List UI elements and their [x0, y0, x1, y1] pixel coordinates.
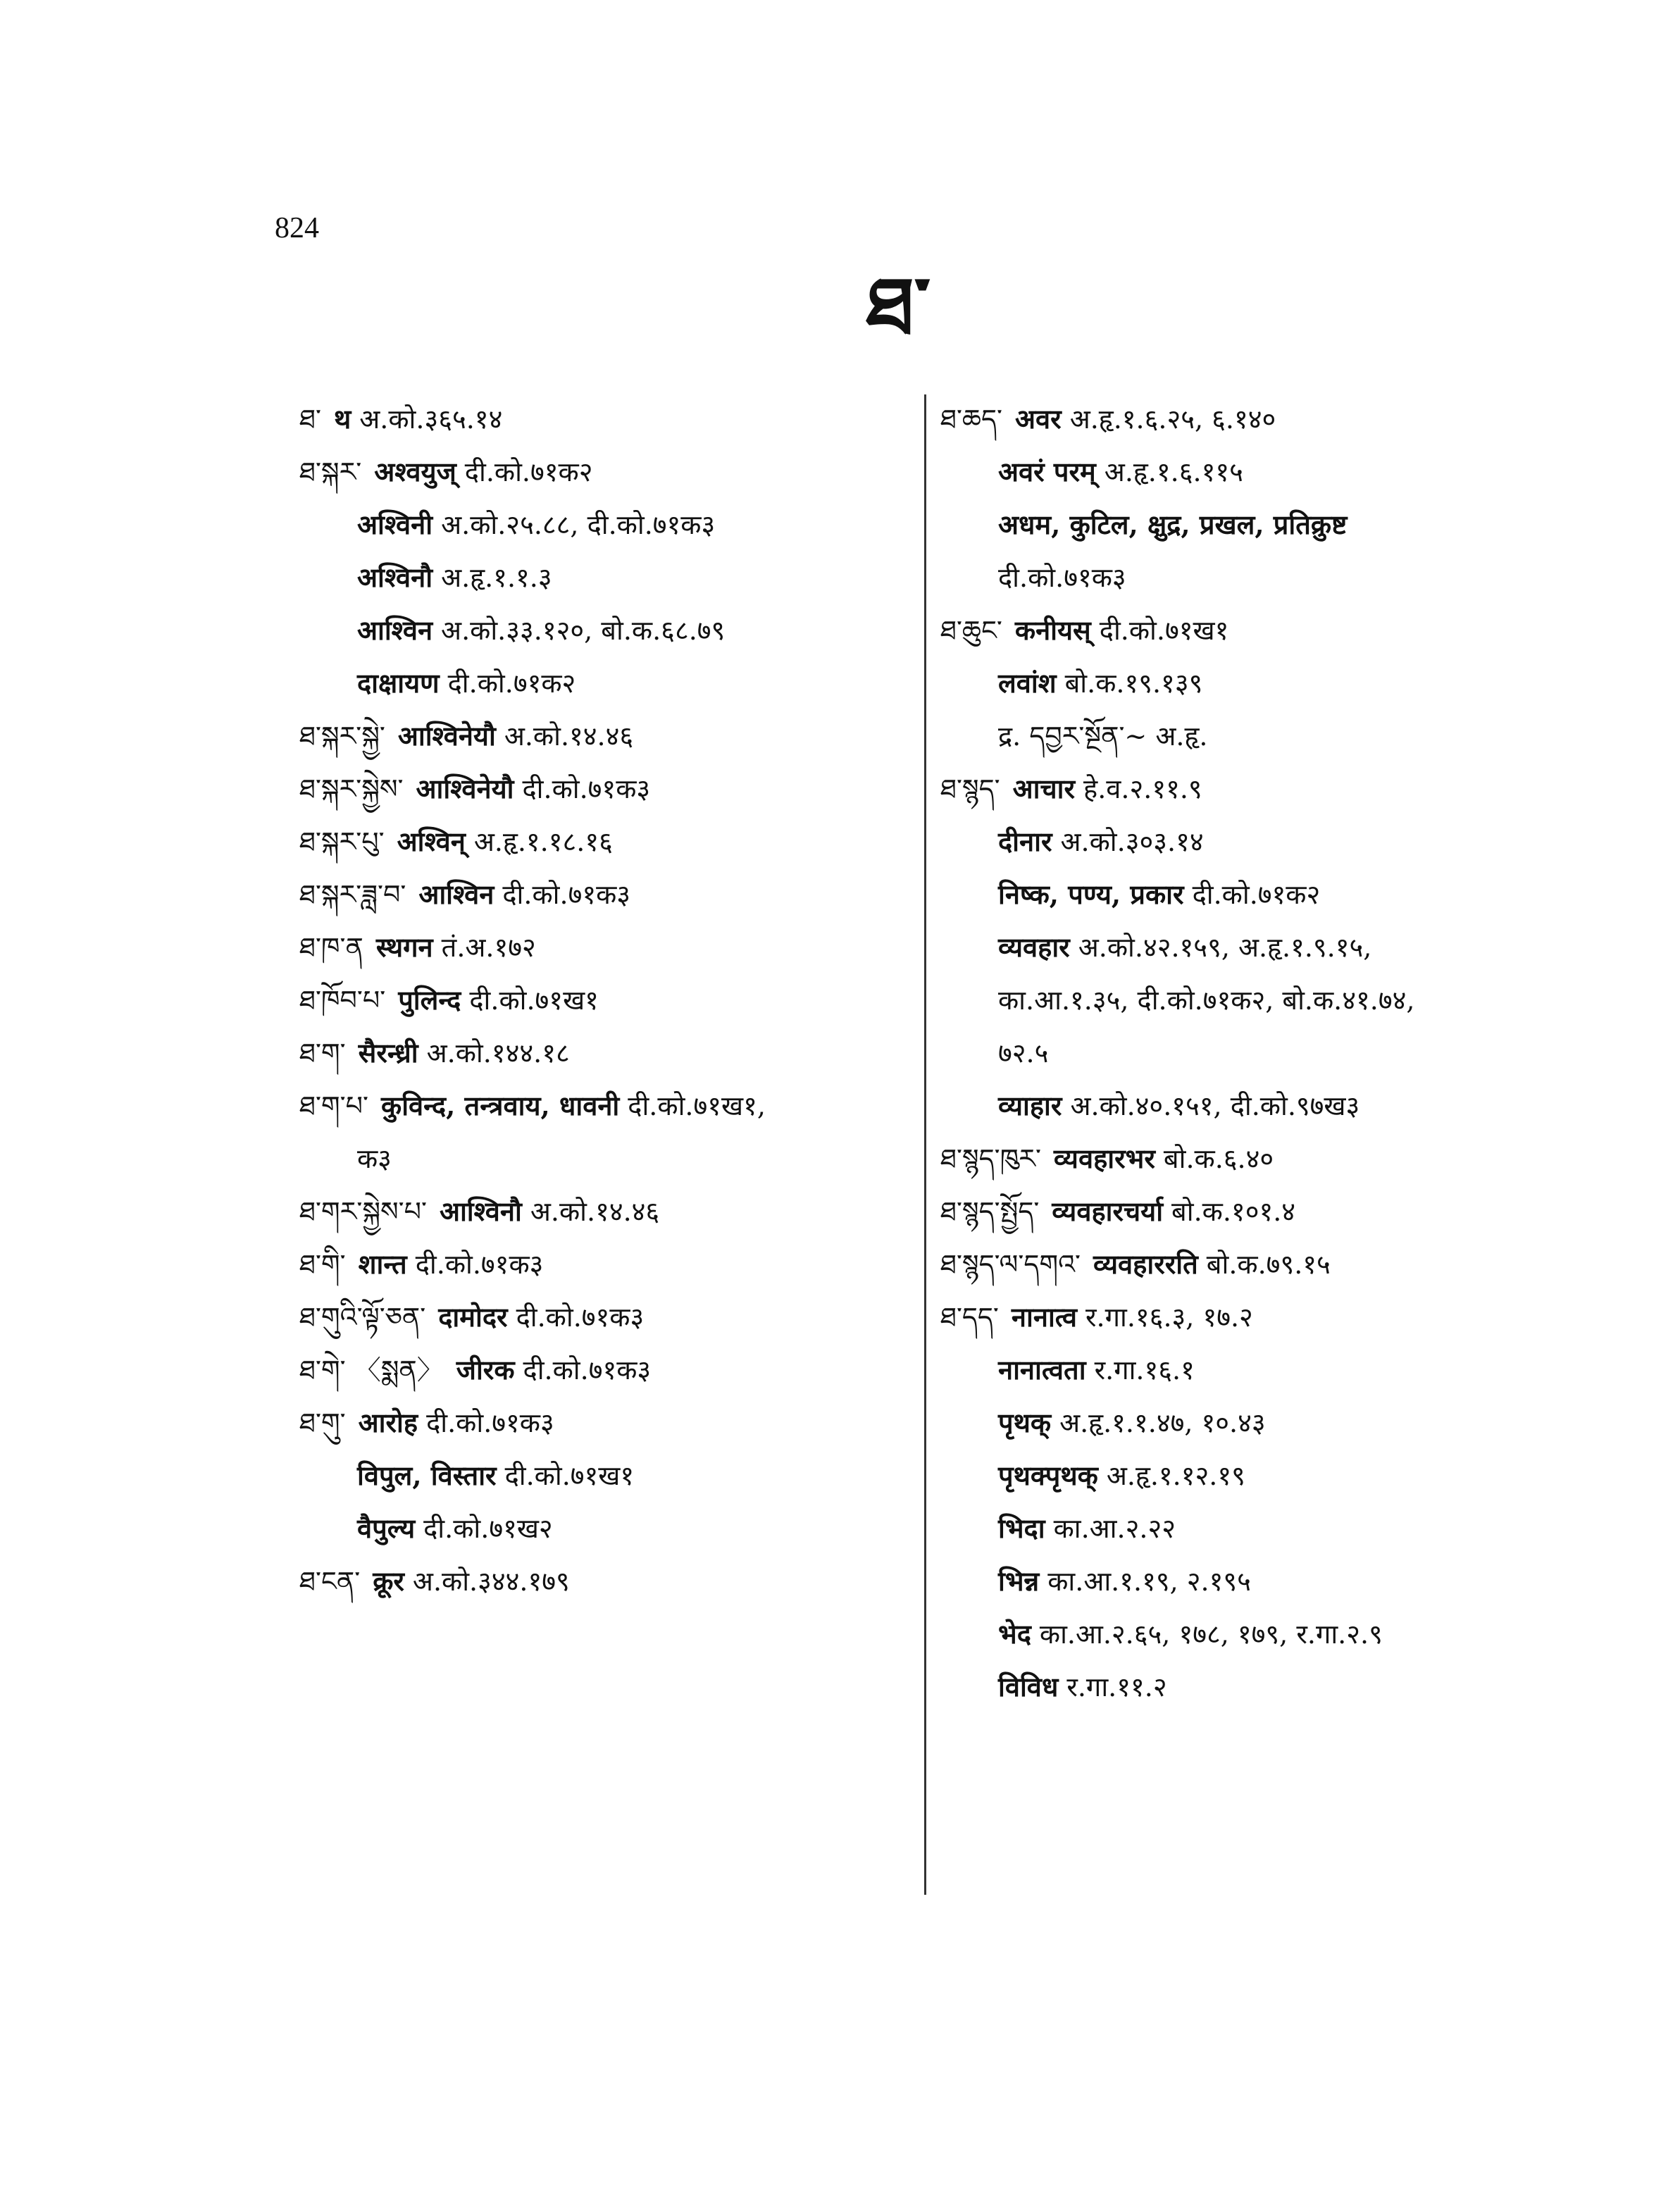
source-reference: का.आ.२.६५, १७८, १७९, र.गा.२.९ — [1039, 1619, 1383, 1650]
sanskrit-equivalent: अवर — [1014, 403, 1062, 435]
source-reference: अ.को.४०.१५१, दी.को.९७ख३ — [1070, 1090, 1360, 1121]
source-reference: दी.को.७१क३ — [426, 1407, 554, 1438]
source-reference: बो.क.१०१.४ — [1171, 1196, 1296, 1227]
entry-headline — [940, 1141, 1588, 1176]
sanskrit-equivalent: भिदा — [998, 1512, 1045, 1544]
dictionary-entry — [940, 613, 1588, 754]
dictionary-entry — [299, 930, 905, 965]
source-reference: अ.हृ.१.१२.१९ — [1106, 1460, 1245, 1491]
dictionary-entry — [940, 1300, 1588, 1705]
sanskrit-equivalent: सैरन्ध्री — [358, 1037, 418, 1069]
entry-subline — [940, 824, 1588, 859]
tibetan-headword: ཐ་ངན་ — [299, 1566, 361, 1597]
sanskrit-equivalent: आश्विनेयौ — [397, 720, 496, 752]
tibetan-headword: ཐ་གུ་ — [299, 1407, 346, 1438]
sanskrit-equivalent: पृथक्पृथक् — [998, 1459, 1098, 1491]
source-reference: का.आ.२.२२ — [1053, 1513, 1176, 1544]
sanskrit-equivalent: अश्विनी — [357, 509, 433, 540]
entry-headline — [299, 983, 905, 1018]
source-reference: अ.को.२५.८८, दी.को.७१क३ — [441, 509, 716, 540]
sanskrit-equivalent: विविध — [998, 1671, 1059, 1702]
entry-headline — [299, 1352, 905, 1388]
column-divider — [924, 394, 926, 1895]
entry-subline — [940, 930, 1588, 965]
entry-subline — [299, 1141, 905, 1176]
source-reference: ७२.५ — [998, 1038, 1049, 1069]
source-reference: र.गा.११.२ — [1066, 1671, 1167, 1702]
tibetan-headword: ཐ་སྙད་ — [940, 773, 1000, 804]
entry-headline — [299, 1564, 905, 1599]
entry-subline — [940, 454, 1588, 490]
sanskrit-equivalent: दाक्षायण — [357, 667, 440, 699]
sanskrit-equivalent: व्याहार — [998, 1090, 1062, 1121]
sanskrit-equivalent: कुविन्द, तन्त्रवाय, धावनी — [381, 1090, 620, 1121]
source-reference: द्र. དབྱར་སྔོན་~ अ.हृ. — [998, 721, 1208, 752]
entry-subline — [940, 1669, 1588, 1705]
source-reference: दी.को.७१ख१ — [469, 985, 599, 1016]
source-reference: दी.को.७१क२ — [1192, 879, 1321, 910]
dictionary-entry — [299, 1194, 905, 1229]
sanskrit-equivalent: आचार — [1012, 773, 1076, 804]
entry-headline — [299, 824, 905, 859]
dictionary-entry — [299, 1088, 905, 1176]
tibetan-headword: ཐ་ཆུང་ — [940, 615, 1002, 646]
dictionary-entry — [940, 1247, 1588, 1282]
dictionary-entry — [299, 1035, 905, 1071]
tibetan-headword: ཐ་གེ་ 〈སྨན〉 — [299, 1355, 444, 1386]
source-reference: बो.क.६.४० — [1163, 1143, 1274, 1174]
entry-subline — [299, 666, 905, 701]
entry-headline — [940, 771, 1588, 807]
sanskrit-equivalent: आश्विनौ — [439, 1195, 522, 1227]
entry-subline — [299, 560, 905, 595]
source-reference: दी.को.७१ख२ — [423, 1513, 553, 1544]
source-reference: अ.हृ.१.१.३ — [441, 562, 552, 593]
entry-headline — [299, 718, 905, 754]
entry-headline — [299, 454, 905, 490]
source-reference: दी.को.७१क२ — [464, 456, 593, 487]
entry-subline — [940, 1617, 1588, 1652]
dictionary-entry — [940, 1141, 1588, 1176]
source-reference: दी.को.७१क२ — [447, 668, 576, 699]
entry-headline — [940, 613, 1588, 648]
tibetan-headword: ཐ་ཆད་ — [940, 404, 1002, 435]
source-reference: अ.को.१४.४६ — [504, 721, 634, 752]
source-reference: दी.को.७१ख१ — [1099, 615, 1229, 646]
sanskrit-equivalent: अश्वयुज् — [374, 456, 456, 487]
sanskrit-equivalent: पृथक् — [998, 1407, 1052, 1438]
sanskrit-equivalent: वैपुल्य — [357, 1512, 416, 1544]
source-reference: दी.को.७१ख१ — [504, 1460, 635, 1491]
entry-subline — [940, 1458, 1588, 1493]
source-reference: र.गा.१६.१ — [1094, 1355, 1195, 1386]
sanskrit-equivalent: विपुल, विस्तार — [357, 1459, 497, 1491]
source-reference: दी.को.७१क३ — [998, 562, 1126, 593]
sanskrit-equivalent: भेद — [998, 1618, 1031, 1650]
tibetan-headword: ཐ་སྐར་པུ་ — [299, 826, 385, 857]
source-reference: दी.को.७१क३ — [502, 879, 631, 910]
dictionary-entry — [299, 1405, 905, 1546]
tibetan-headword: ཐ་སྙད་སྤྱོད་ — [940, 1196, 1040, 1227]
source-reference: दी.को.७१क३ — [415, 1249, 544, 1280]
entry-subline — [940, 718, 1588, 754]
entry-subline — [940, 1511, 1588, 1546]
entry-headline — [299, 1194, 905, 1229]
sanskrit-equivalent: अधम, कुटिल, क्षुद्र, प्रखल, प्रतिक्रुष्ट — [998, 509, 1348, 540]
source-reference: अ.को.४२.१५९, अ.हृ.१.९.१५, — [1078, 932, 1372, 963]
sanskrit-equivalent: नानात्वता — [998, 1354, 1086, 1386]
sanskrit-equivalent: भिन्न — [998, 1565, 1040, 1597]
sanskrit-equivalent: पुलिन्द — [398, 984, 461, 1016]
tibetan-headword: ཐ་གར་སྐྱེས་པ་ — [299, 1196, 427, 1227]
dictionary-entry — [299, 877, 905, 912]
sanskrit-equivalent: आश्विन — [357, 614, 433, 646]
entry-headline — [299, 771, 905, 807]
sanskrit-equivalent: आश्विनेयौ — [416, 773, 514, 804]
right-column — [940, 401, 1588, 1722]
entry-headline — [299, 877, 905, 912]
entry-headline — [299, 930, 905, 965]
dictionary-entry — [299, 454, 905, 701]
tibetan-headword: ཐ་ཁོབ་པ་ — [299, 985, 386, 1016]
sanskrit-equivalent: अवरं परम् — [998, 456, 1096, 487]
sanskrit-equivalent: निष्क, पण्य, प्रकार — [998, 878, 1184, 910]
sanskrit-equivalent: क्रूर — [373, 1565, 404, 1597]
sanskrit-equivalent: व्यवहारचर्या — [1052, 1195, 1164, 1227]
entry-subline — [940, 1564, 1588, 1599]
sanskrit-equivalent: स्थगन — [375, 931, 433, 963]
tibetan-headword: ཐ་སྐར་ཟླ་བ་ — [299, 879, 406, 910]
source-reference: अ.हृ.१.१.४७, १०.४३ — [1059, 1407, 1266, 1438]
dictionary-entry — [940, 771, 1588, 1123]
entry-headline — [299, 1300, 905, 1335]
sanskrit-equivalent: कनीयस् — [1014, 614, 1091, 646]
entry-subline — [940, 1088, 1588, 1123]
left-column — [299, 401, 905, 1617]
entry-subline — [940, 1352, 1588, 1388]
tibetan-headword: ཐ་ག་ — [299, 1038, 346, 1069]
dictionary-entry — [299, 1352, 905, 1388]
sanskrit-equivalent: नानात्व — [1011, 1301, 1077, 1333]
dictionary-entry — [299, 824, 905, 859]
entry-headline — [940, 1300, 1588, 1335]
sanskrit-equivalent: अश्विनौ — [357, 561, 433, 593]
entry-headline — [299, 1035, 905, 1071]
tibetan-headword: ཐ་གི་ — [299, 1249, 346, 1280]
source-reference: दी.को.७१क३ — [523, 1355, 652, 1386]
dictionary-entry — [940, 401, 1588, 595]
entry-subline — [940, 1405, 1588, 1440]
dictionary-entry — [940, 1194, 1588, 1229]
source-reference: दी.को.७१क३ — [516, 1302, 645, 1333]
source-reference: हे.व.२.११.९ — [1083, 773, 1202, 804]
dictionary-entry — [299, 401, 905, 437]
sanskrit-equivalent: जीरक — [456, 1354, 515, 1386]
tibetan-headword: ཐ་དད་ — [940, 1302, 999, 1333]
tibetan-headword: ཐ་སྐར་སྐྱེ་ — [299, 721, 385, 752]
tibetan-headword: ཐ་སྙད་ལ་དགའ་ — [940, 1249, 1081, 1280]
sanskrit-equivalent: व्यवहाररति — [1093, 1248, 1198, 1280]
dictionary-entry — [299, 771, 905, 807]
entry-subline — [940, 507, 1588, 542]
source-reference: अ.को.३६५.१४ — [359, 404, 503, 435]
entry-subline — [299, 1458, 905, 1493]
source-reference: अ.को.३३.१२०, बो.क.६८.७९ — [441, 615, 726, 646]
section-letter: ཐ་ — [866, 261, 931, 353]
source-reference: अ.हृ.१.१८.१६ — [473, 826, 613, 857]
sanskrit-equivalent: थ — [333, 403, 351, 435]
sanskrit-equivalent: अश्विन् — [397, 826, 466, 857]
sanskrit-equivalent: दामोदर — [438, 1301, 508, 1333]
entry-subline — [940, 1035, 1588, 1071]
source-reference: बो.क.७९.१५ — [1206, 1249, 1331, 1280]
source-reference: अ.को.३०३.१४ — [1060, 826, 1204, 857]
dictionary-entry — [299, 1300, 905, 1335]
entry-subline — [299, 507, 905, 542]
entry-subline — [940, 560, 1588, 595]
sanskrit-equivalent: व्यवहार — [998, 931, 1070, 963]
source-reference: तं.अ.१७२ — [441, 932, 536, 963]
source-reference: बो.क.१९.१३९ — [1064, 668, 1203, 699]
entry-headline — [940, 401, 1588, 437]
source-reference: अ.हृ.१.६.११५ — [1104, 456, 1243, 487]
tibetan-headword: ཐ་ཁ་ན — [299, 932, 363, 963]
tibetan-headword: ཐ་ — [299, 404, 321, 435]
source-reference: क३ — [357, 1143, 392, 1174]
dictionary-entry — [299, 718, 905, 754]
sanskrit-equivalent: व्यवहारभर — [1053, 1143, 1155, 1174]
entry-headline — [299, 1247, 905, 1282]
source-reference: दी.को.७१ख१, — [628, 1090, 766, 1121]
dictionary-entry — [299, 983, 905, 1018]
entry-headline — [940, 1247, 1588, 1282]
source-reference: दी.को.७१क३ — [522, 773, 651, 804]
sanskrit-equivalent: शान्त — [358, 1248, 407, 1280]
entry-headline — [299, 401, 905, 437]
entry-subline — [940, 983, 1588, 1018]
entry-subline — [299, 1511, 905, 1546]
source-reference: का.आ.१.१९, २.१९५ — [1047, 1566, 1251, 1597]
source-reference: अ.को.३४४.१७९ — [412, 1566, 570, 1597]
sanskrit-equivalent: लवांश — [998, 667, 1057, 699]
source-reference: का.आ.१.३५, दी.को.७१क२, बो.क.४१.७४, — [998, 985, 1415, 1016]
source-reference: अ.हृ.१.६.२५, ६.१४० — [1069, 404, 1276, 435]
dictionary-entry — [299, 1247, 905, 1282]
source-reference: अ.को.१४४.१८ — [426, 1038, 570, 1069]
source-reference: र.गा.१६.३, १७.२ — [1085, 1302, 1253, 1333]
tibetan-headword: ཐ་སྙད་ཁུར་ — [940, 1143, 1041, 1174]
dictionary-entry — [299, 1564, 905, 1599]
page-number: 824 — [275, 212, 319, 244]
tibetan-headword: ཐ་སྐར་ — [299, 456, 362, 487]
entry-subline — [940, 666, 1588, 701]
tibetan-headword: ཐ་སྐར་སྐྱེས་ — [299, 773, 404, 804]
source-reference: अ.को.१४.४६ — [530, 1196, 660, 1227]
entry-headline — [940, 1194, 1588, 1229]
sanskrit-equivalent: आश्विन — [418, 878, 494, 910]
entry-subline — [299, 613, 905, 648]
tibetan-headword: ཐ་གུའི་ལྟོ་ཅན་ — [299, 1302, 426, 1333]
entry-headline — [299, 1088, 905, 1123]
sanskrit-equivalent: दीनार — [998, 826, 1052, 857]
entry-headline — [299, 1405, 905, 1440]
sanskrit-equivalent: आरोह — [358, 1407, 418, 1438]
entry-subline — [940, 877, 1588, 912]
tibetan-headword: ཐ་ག་པ་ — [299, 1090, 369, 1121]
